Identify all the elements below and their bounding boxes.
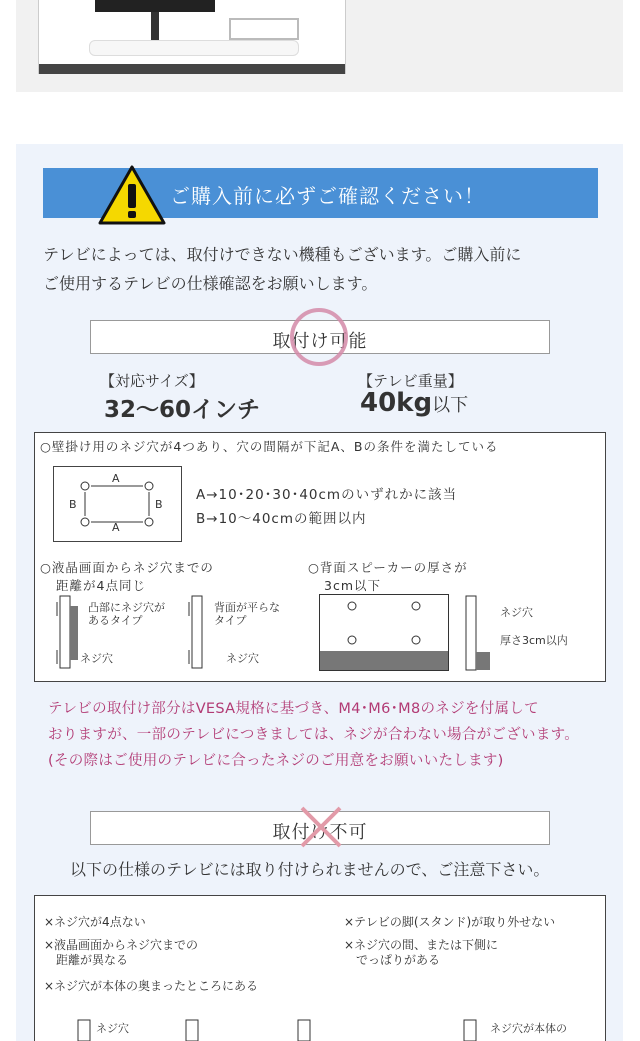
type-protrusion-line: 凸部にネジ穴が [88,601,165,614]
type-protrusion-label [88,601,165,627]
size-value: 32〜60インチ [104,397,261,423]
tv-back-holes [319,594,449,654]
ng-item: ×ネジ穴が4点ない [44,915,146,929]
condition-speaker-line: ○背面スピーカーの厚さが [308,560,468,575]
condition-speaker-line: 3cm以下 [324,578,382,593]
ng-cross-icon [298,804,344,850]
ok-title: 取付け可能 [272,331,368,352]
type-flat-line: タイプ [214,614,247,627]
type-protrusion-line: あるタイプ [88,614,143,627]
ng-item [344,938,498,968]
diagram-label-a: A [112,472,120,485]
intro-line: テレビによっては、取付けできない機種もございます。ご購入前に [43,245,522,264]
weight-value-group [360,388,468,418]
notice-line: (その際はご使用のテレビに合ったネジのご用意をお願いいたします) [48,753,504,769]
tv-profile-flat [188,594,212,670]
intro-text [43,240,603,298]
condition-vesa: ○壁掛け用のネジ穴が4つあり、穴の間隔が下記A、Bの条件を満たしている [40,439,499,454]
ng-bottom-note: ネジ穴が本体の [490,1022,567,1035]
type-flat-label [214,601,280,627]
diagram-label-b: B [155,498,163,511]
ng-item-line: でっぱりがある [356,953,441,967]
ng-profile-diagram [184,1018,200,1041]
weight-suffix: 以下 [432,395,469,416]
screw-label: ネジ穴 [80,652,113,665]
diagram-label-b: B [69,498,77,511]
type-flat-line: 背面が平らな [214,601,280,614]
screw-label: ネジ穴 [500,606,533,619]
condition-speaker [308,558,468,594]
cushion-image [89,40,299,56]
condition-distance-line: ○液晶画面からネジ穴までの [40,560,214,575]
ng-subtitle: 以下の仕様のテレビには取り付けられませんので、ご注意下さい。 [70,860,550,879]
notice-line: テレビの取付け部分はVESA規格に基づき、M4･M6･M8のネジを付属して [48,701,539,717]
tv-image [95,0,215,12]
condition-a: A→10･20･30･40cmのいずれかに該当 [196,487,458,503]
tv-profile-speaker [462,594,502,672]
diagram-label-a: A [112,521,120,534]
ng-item: ×ネジ穴が本体の奥まったところにある [44,979,259,993]
condition-distance-line: 距離が4点同じ [56,578,146,593]
ng-item-line: 距離が異なる [56,953,129,967]
ng-profile-diagram [462,1018,478,1041]
warning-icon [98,164,166,226]
thickness-label: 厚さ3cm以内 [500,634,568,647]
screw-label: ネジ穴 [96,1022,129,1035]
weight-label: 【テレビ重量】 [358,372,463,390]
intro-line: ご使用するテレビの仕様確認をお願いします。 [43,274,378,293]
weight-value: 40kg [360,388,433,418]
shelf-image [229,18,299,40]
notice-line: おりますが、一部のテレビにつきましては、ネジが合わない場合がございます。 [48,727,580,743]
floor-image [39,64,345,74]
ng-item-line: ×ネジ穴の間、または下側に [344,938,499,952]
tv-stand-image [151,12,159,40]
ok-circle-icon [288,306,350,368]
ng-item: ×テレビの脚(スタンド)が取り外せない [344,915,556,929]
ng-title: 取付け不可 [272,822,368,843]
screw-label: ネジ穴 [226,652,259,665]
condition-distance [40,558,214,594]
product-photo [38,0,346,74]
ng-profile-diagram [76,1018,96,1041]
size-label: 【対応サイズ】 [100,372,204,390]
ng-item-line: ×液晶画面からネジ穴までの [44,938,199,952]
ng-profile-diagram [296,1018,312,1041]
banner-title: ご購入前に必ずご確認ください！ [170,184,485,208]
ng-item [44,938,198,968]
vesa-notice [48,696,608,774]
condition-b: B→10〜40cmの範囲以内 [196,511,367,527]
